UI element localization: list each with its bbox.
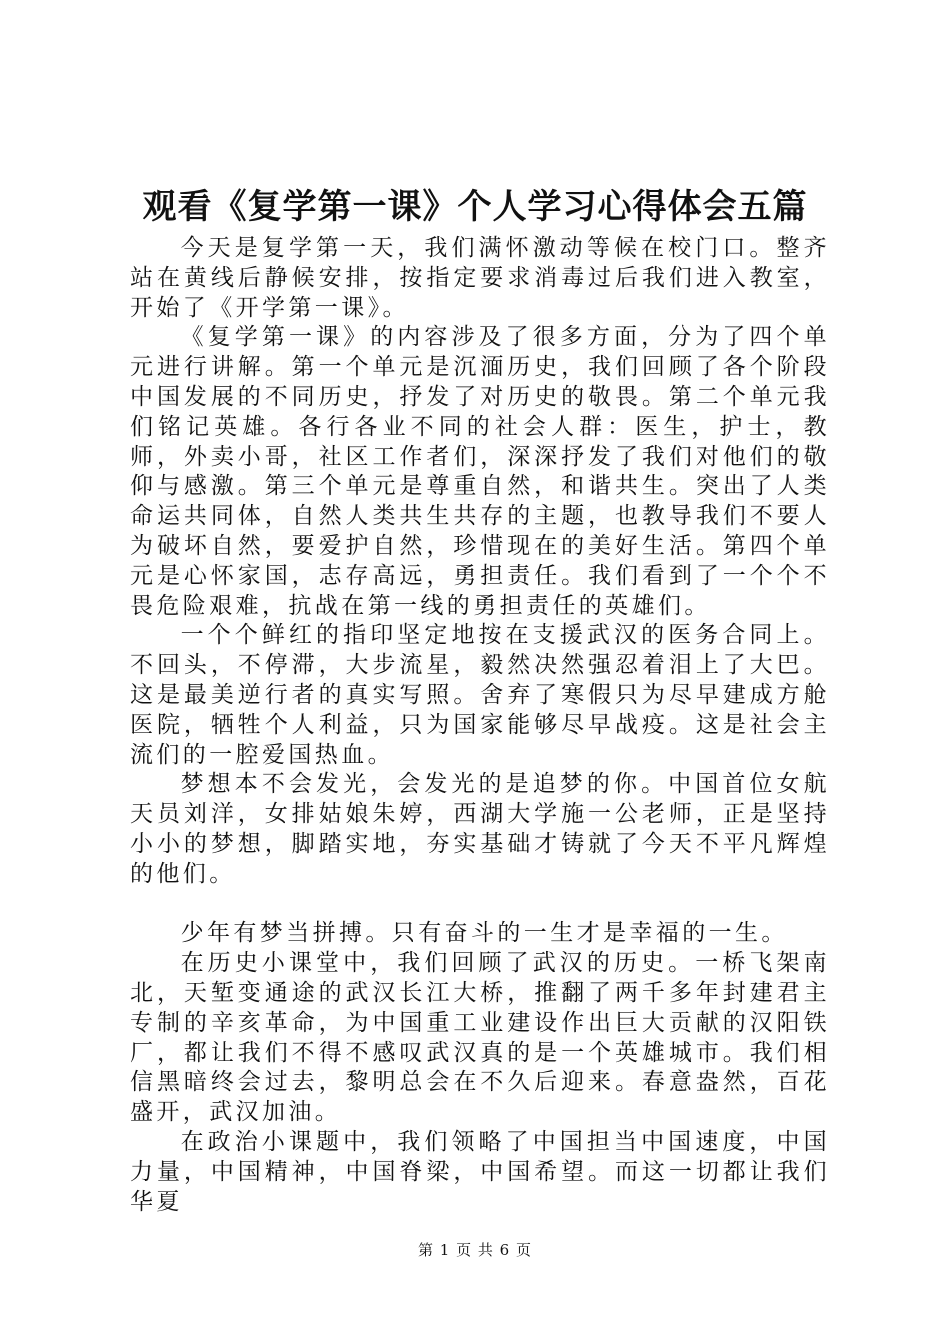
document-body [130,234,830,1217]
paragraph-6: 在历史小课堂中，我们回顾了武汉的历史。一桥飞架南北，天堑变通途的武汉长江大桥，推翻了两千多年封建君主专制的辛亥革命，为中国重工业建设作出巨大贡献的汉阳铁厂，都让我们不得不感叹武汉真的是一个英雄城市。我们相信黑暗终会过去，黎明总会在不久后迎来。春意盎然，百花盛开，武汉加油。 [130,950,830,1126]
paragraph-1: 今天是复学第一天，我们满怀激动等候在校门口。整齐站在黄线后静候安排，按指定要求消毒过后我们进入教室，开始了《开学第一课》。 [130,235,830,321]
paragraph-5: 少年有梦当拼搏。只有奋斗的一生才是幸福的一生。 [180,920,788,947]
page-number-footer: 第 1 页 共 6 页 [418,1241,532,1259]
paragraph-7: 在政治小课题中，我们领略了中国担当中国速度，中国力量，中国精神，中国脊梁，中国希望。而这一切都让我们华夏 [130,1128,830,1215]
paragraph-2: 《复学第一课》的内容涉及了很多方面，分为了四个单元进行讲解。第一个单元是沉湎历史，我们回顾了各个阶段中国发展的不同历史，抒发了对历史的敬畏。第二个单元我们铭记英雄。各行各业不同的社会人群：医生，护士，教师，外卖小哥，社区工作者们，深深抒发了我们对他们的敬仰与感激。第三个单元是尊重自然，和谐共生。突出了人类命运共同体，自然人类共生共存的主题，也教导我们不要人为破坏自然，要爱护自然，珍惜现在的美好生活。第四个单元是心怀家国，志存高远，勇担责任。我们看到了一个个不畏危险艰难，抗战在第一线的勇担责任的英雄们。 [130,324,830,619]
paragraph-4: 梦想本不会发光，会发光的是追梦的你。中国首位女航天员刘洋，女排姑娘朱婷，西湖大学施一公老师，正是坚持小小的梦想，脚踏实地，夯实基础才铸就了今天不平凡辉煌的他们。 [130,771,830,887]
paragraph-3: 一个个鲜红的指印坚定地按在支援武汉的医务合同上。不回头，不停滞，大步流星，毅然决然强忍着泪上了大巴。这是最美逆行者的真实写照。舍弃了寒假只为尽早建成方舱医院，牺牲个人利益，只为国家能够尽早战疫。这是社会主流们的一腔爱国热血。 [130,622,830,768]
document-title: 观看《复学第一课》个人学习心得体会五篇 [142,187,808,227]
